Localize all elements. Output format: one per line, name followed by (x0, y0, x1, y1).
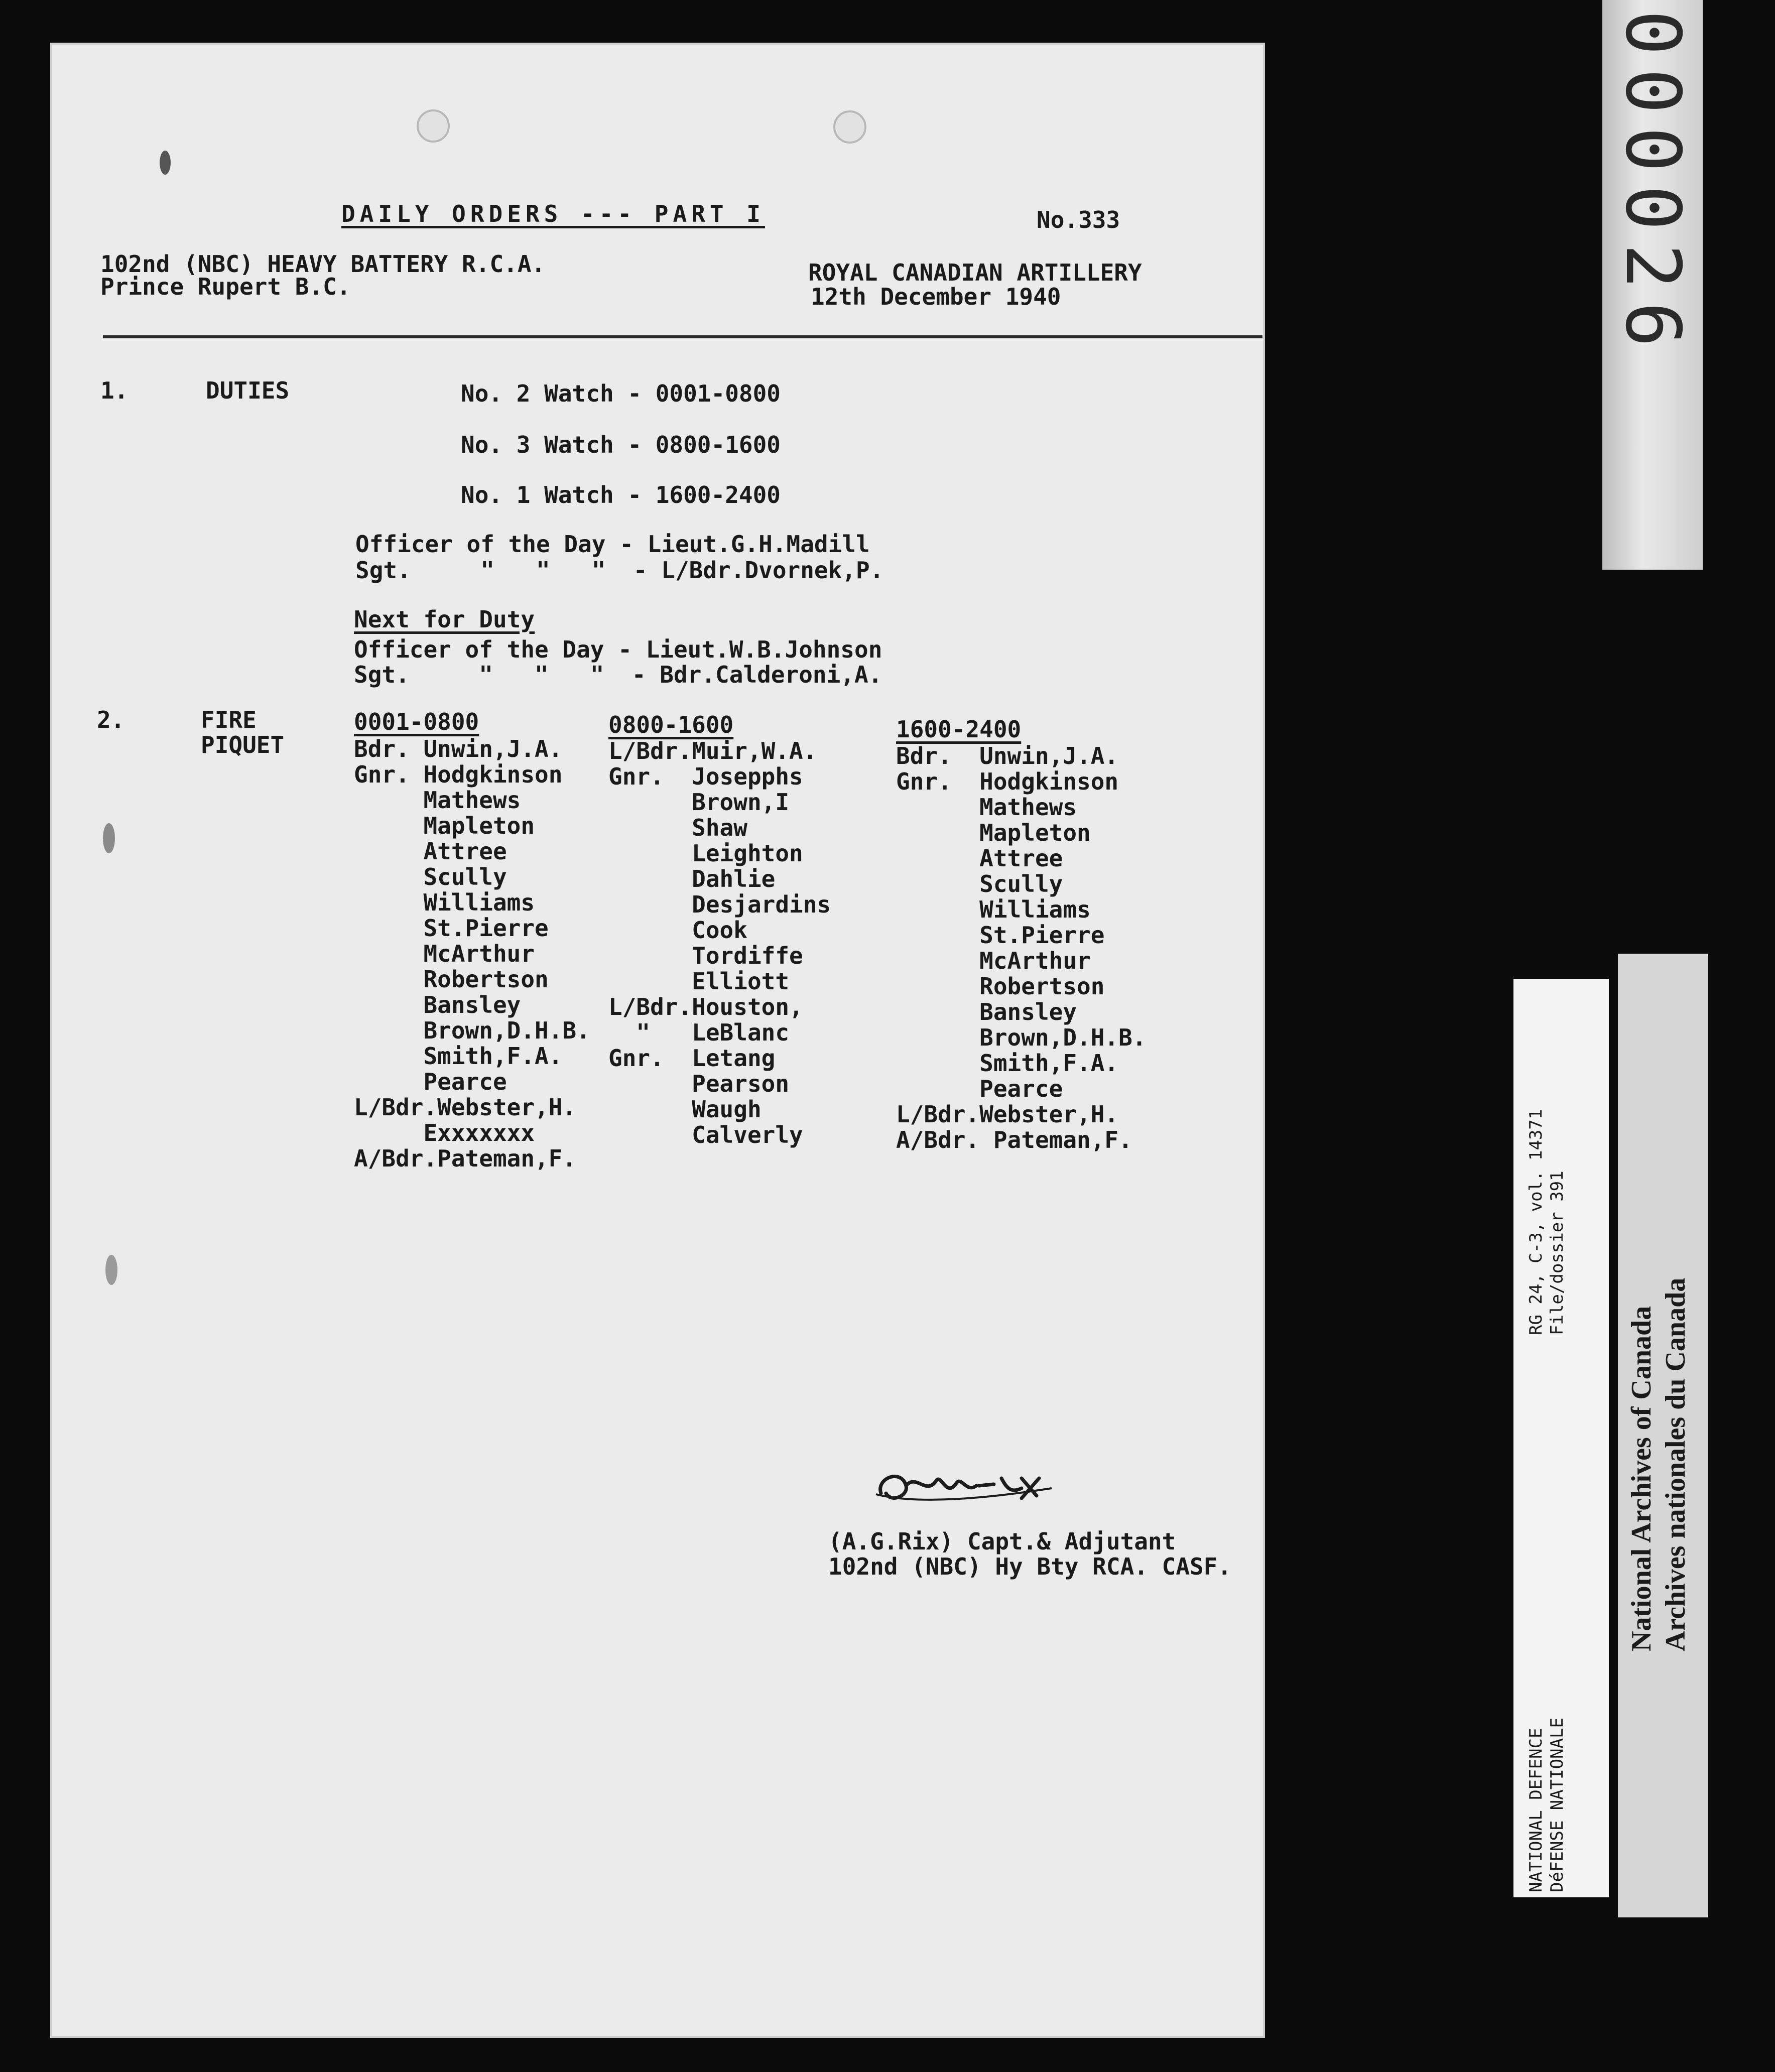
binding-mark (105, 1255, 117, 1285)
piquet-member-line: Attree (896, 845, 1063, 872)
piquet-member-line: Gnr. Letang (608, 1045, 776, 1072)
piquet-member-line: Smith,F.A. (896, 1050, 1119, 1077)
piquet-member-line: L/Bdr.Houston, (608, 993, 803, 1020)
shift-time: 0001-0800 (354, 708, 479, 735)
piquet-member-line: Elliott (608, 968, 790, 995)
signatory-name: (A.G.Rix) Capt.& Adjutant (828, 1528, 1176, 1555)
piquet-member-line: Attree (354, 838, 507, 865)
reference-line: File/dossier 391 (1547, 1171, 1567, 1335)
binding-mark (103, 823, 115, 853)
next-for-duty-heading: Next for Duty (354, 606, 535, 633)
department-line: NATIONAL DEFENCE (1526, 1728, 1546, 1892)
piquet-member-line: Waugh (608, 1096, 762, 1123)
piquet-member-line: Pearce (896, 1075, 1063, 1102)
piquet-member-line: L/Bdr.Muir,W.A. (608, 737, 817, 764)
piquet-member-line: Smith,F.A. (354, 1043, 563, 1070)
order-title: DAILY ORDERS --- PART I (341, 200, 765, 227)
next-sgt-of-day: Sgt. " " " - Bdr.Calderoni,A. (354, 661, 882, 688)
piquet-member-line: St.Pierre (354, 915, 549, 942)
piquet-member-line: Bansley (896, 998, 1077, 1025)
next-officer-of-day: Officer of the Day - Lieut.W.B.Johnson (354, 636, 882, 663)
section-number: 2. (97, 706, 125, 733)
piquet-member-line: Bdr. Unwin,J.A. (896, 742, 1119, 769)
piquet-member-line: Gnr. Hodgkinson (896, 768, 1119, 795)
archives-name-en: National Archives of Canada (1626, 1306, 1657, 1651)
piquet-member-line: Scully (896, 870, 1063, 897)
shift-time: 0800-1600 (608, 711, 734, 738)
piquet-member-line: Bdr. Unwin,J.A. (354, 735, 563, 762)
watch-line: No. 1 Watch - 1600-2400 (461, 481, 781, 508)
archives-name-fr: Archives nationales du Canada (1660, 1277, 1691, 1651)
corps-name: ROYAL CANADIAN ARTILLERY (808, 259, 1142, 286)
piquet-member-line: Mapleton (354, 812, 535, 839)
reference-line: RG 24, C-3, vol. 14371 (1526, 1109, 1546, 1335)
punch-hole-left (417, 109, 450, 143)
sgt-of-day: Sgt. " " " - L/Bdr.Dvornek,P. (355, 557, 884, 584)
watch-line: No. 3 Watch - 0800-1600 (461, 431, 781, 458)
piquet-member-line: Robertson (896, 973, 1105, 1000)
handwritten-signature (871, 1458, 1062, 1513)
piquet-member-line: Desjardins (608, 891, 831, 918)
section-heading: FIRE (201, 706, 257, 733)
order-number: No.333 (1037, 206, 1120, 233)
staple-mark (160, 151, 171, 175)
piquet-member-line: A/Bdr.Pateman,F. (354, 1145, 577, 1172)
section-number: 1. (100, 377, 129, 404)
piquet-member-line: Mathews (354, 787, 521, 814)
piquet-member-line: A/Bdr. Pateman,F. (896, 1126, 1132, 1153)
piquet-member-line: Bansley (354, 991, 521, 1018)
piquet-member-line: Robertson (354, 966, 549, 993)
piquet-member-line: Brown,D.H.B. (354, 1017, 590, 1044)
piquet-member-line: Pearson (608, 1070, 790, 1097)
order-date: 12th December 1940 (811, 283, 1061, 310)
piquet-member-line: " LeBlanc (608, 1019, 790, 1046)
unit-location: Prince Rupert B.C. (100, 273, 351, 300)
piquet-member-line: McArthur (896, 947, 1091, 974)
piquet-member-line: Scully (354, 863, 507, 890)
piquet-member-line: Gnr. Josepphs (608, 763, 803, 790)
piquet-member-line: McArthur (354, 940, 535, 967)
piquet-member-line: Cook (608, 917, 747, 944)
piquet-member-line: Leighton (608, 840, 803, 867)
shift-time: 1600-2400 (896, 716, 1022, 743)
piquet-member-line: Williams (896, 896, 1091, 923)
piquet-member-line: Exxxxxxx (354, 1119, 535, 1146)
section-heading: DUTIES (206, 377, 290, 404)
piquet-member-line: Brown,I (608, 789, 790, 816)
section-heading: PIQUET (201, 731, 285, 758)
watch-line: No. 2 Watch - 0001-0800 (461, 380, 781, 407)
piquet-member-line: Tordiffe (608, 942, 803, 969)
piquet-member-line: Brown,D.H.B. (896, 1024, 1147, 1051)
piquet-member-line: Calverly (608, 1121, 803, 1148)
piquet-member-line: Williams (354, 889, 535, 916)
piquet-member-line: L/Bdr.Webster,H. (354, 1094, 577, 1121)
piquet-member-line: Dahlie (608, 865, 776, 892)
piquet-member-line: Shaw (608, 814, 747, 841)
unit-name: 102nd (NBC) HEAVY BATTERY R.C.A. (100, 250, 546, 278)
piquet-member-line: St.Pierre (896, 922, 1105, 949)
piquet-member-line: Gnr. Hodgkinson (354, 761, 563, 788)
piquet-member-line: L/Bdr.Webster,H. (896, 1101, 1119, 1128)
piquet-member-line: Mapleton (896, 819, 1091, 846)
department-line: DéFENSE NATIONALE (1547, 1718, 1567, 1892)
frame-number: 000026 (1609, 10, 1696, 360)
officer-of-day: Officer of the Day - Lieut.G.H.Madill (355, 531, 870, 558)
header-rule (103, 335, 1262, 338)
punch-hole-right (833, 110, 866, 144)
piquet-member-line: Mathews (896, 794, 1077, 821)
signatory-unit: 102nd (NBC) Hy Bty RCA. CASF. (828, 1553, 1232, 1580)
piquet-member-line: Pearce (354, 1068, 507, 1095)
